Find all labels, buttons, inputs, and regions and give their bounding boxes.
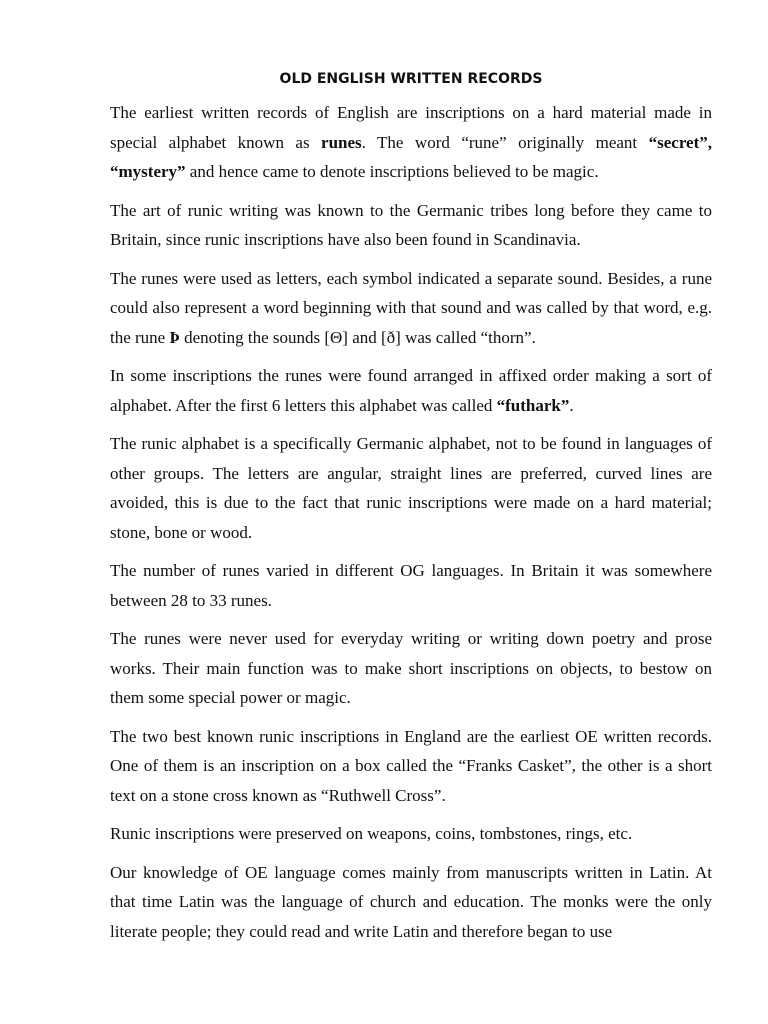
paragraph-5: The runic alphabet is a specifically Germanic alphabet, not to be found in languages of other groups. The letters are angular, straight lines are preferred, curved lines are avoided, this is due to the fact that runic inscriptions were made on a hard material; stone, bone or wood. (110, 434, 712, 542)
paragraph-1-text-c: . The word “rune” originally meant (361, 132, 649, 152)
paragraph-3-bold-thorn-rune: Þ (169, 327, 180, 347)
paragraph-4-bold-futhark: “futhark” (496, 395, 570, 415)
paragraph-4-text-a: In some inscriptions the runes were found arranged in affixed order making a sort of alphabet. After the first 6 letters this alphabet was called (110, 366, 712, 415)
paragraph-8: The two best known runic inscriptions in England are the earliest OE written records. One of them is an inscription on a box called the “Franks Casket”, the other is a short text on a stone cross known as “Ruthwell Cross”. (110, 726, 712, 805)
paragraph-1 (110, 98, 712, 187)
paragraph-1-text-a: The earliest written records of English are inscriptions on a hard material made in special alphabet known as (110, 103, 712, 152)
paragraph-10: Our knowledge of OE language comes mainly from manuscripts written in Latin. At that time Latin was the language of church and education. The monks were the only literate people; they could read and write Latin and therefore began to use (110, 862, 712, 941)
document-page (110, 66, 712, 955)
paragraph-6: The number of runes varied in different OG languages. In Britain it was somewhere between 28 to 33 runes. (110, 561, 712, 610)
paragraph-7: The runes were never used for everyday writing or writing down poetry and prose works. Their main function was to make short inscriptions on objects, to bestow on them some special power or magic. (110, 629, 712, 707)
paragraph-1-text-d: and hence came to denote inscriptions believed to be magic. (185, 162, 599, 181)
paragraph-3-text-a: The runes were used as letters, each symbol indicated a separate sound. Besides, a rune could also represent a word beginning with that sound and was called by that word, e.g. the rune (110, 268, 712, 347)
paragraph-2: The art of runic writing was known to the Germanic tribes long before they came to Britain, since runic inscriptions have also been found in Scandinavia. (110, 200, 712, 249)
paragraph-9: Runic inscriptions were preserved on weapons, coins, tombstones, rings, etc. (110, 824, 633, 843)
paragraph-4 (110, 361, 712, 420)
paragraph-1-bold-secret-mystery: “secret”, “mystery” (110, 132, 713, 181)
paragraph-4-text-c: . (569, 395, 574, 415)
paragraph-3 (110, 264, 712, 353)
paragraph-1-bold-runes: runes (321, 132, 362, 152)
paragraph-3-text-c: denoting the sounds [Θ] and [ð] was called “thorn”. (179, 327, 536, 347)
document-title: OLD ENGLISH WRITTEN RECORDS (279, 71, 543, 87)
